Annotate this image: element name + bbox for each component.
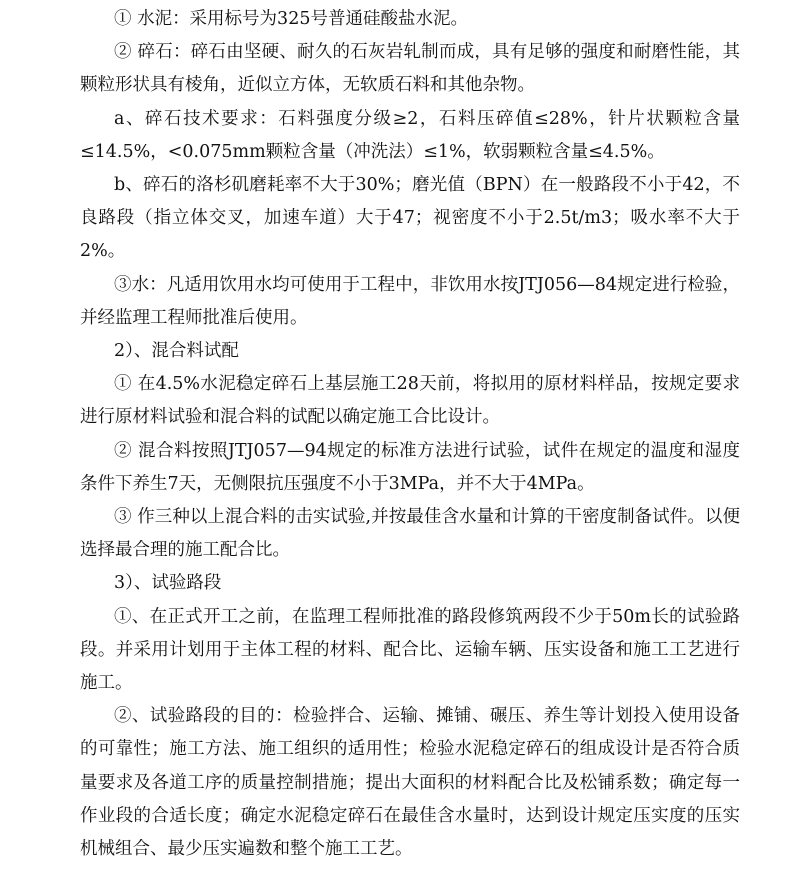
paragraph-water: ③水：凡适用饮用水均可使用于工程中，非饮用水按JTJ056—84规定进行检验，并经监理工程师批准后使用。 [80,274,740,328]
paragraph-gravel-technical-requirements: a、碎石技术要求：石料强度分级≥2，石料压碎值≤28%，针片状颗粒含量≤14.5%，<0.075mm颗粒含量（冲洗法）≤1%，软弱颗粒含量≤4.5%。 [80,108,740,162]
paragraph-test-section-2: ②、试验路段的目的：检验拌合、运输、摊铺、碾压、养生等计划投入使用设备的可靠性；施工方法、施工组织的适用性；检验水泥稳定碎石的组成设计是否符合质量要求及各道工序的质量控制措施；提出大面积的材料配合比及松铺系数；确定每一作业段的合适长度；确定水泥稳定碎石在最佳含水量时，达到设计规定压实度的压实机械组合、最少压实遍数和整个施工工艺。 [80,706,740,860]
paragraph-test-section-1: ①、在正式开工之前，在监理工程师批准的路段修筑两段不少于50m长的试验路段。并采用计划用于主体工程的材料、配合比、运输车辆、压实设备和施工工艺进行施工。 [80,606,740,694]
paragraph-mix-trial-2: ② 混合料按照JTJ057—94规定的标准方法进行试验，试件在规定的温度和湿度条件下养生7天，无侧限抗压强度不小于3MPa，并不大于4MPa。 [80,440,740,494]
section-heading-test-section: 3）、试验路段 [114,573,222,594]
paragraph-mix-trial-3: ③ 作三种以上混合料的击实试验,并按最佳含水量和计算的干密度制备试件。以便选择最合理的施工配合比。 [80,507,740,561]
paragraph-gravel-abrasion: b、碎石的洛杉矶磨耗率不大于30%；磨光值（BPN）在一般路段不小于42，不良路段（指立体交叉，加速车道）大于47；视密度不小于2.5t/m3；吸水率不大于2%。 [80,175,740,262]
section-heading-mix-trial: 2）、混合料试配 [114,341,239,362]
paragraph-gravel: ② 碎石：碎石由坚硬、耐久的石灰岩轧制而成，具有足够的强度和耐磨性能，其颗粒形状具有棱角，近似立方体，无软质石料和其他杂物。 [80,42,740,96]
paragraph-mix-trial-1: ① 在4.5%水泥稳定碎石上基层施工28天前，将拟用的原材料样品，按规定要求进行原材料试验和混合料的试配以确定施工合比设计。 [80,374,740,428]
paragraph-cement: ① 水泥：采用标号为325号普通硅酸盐水泥。 [114,9,468,29]
